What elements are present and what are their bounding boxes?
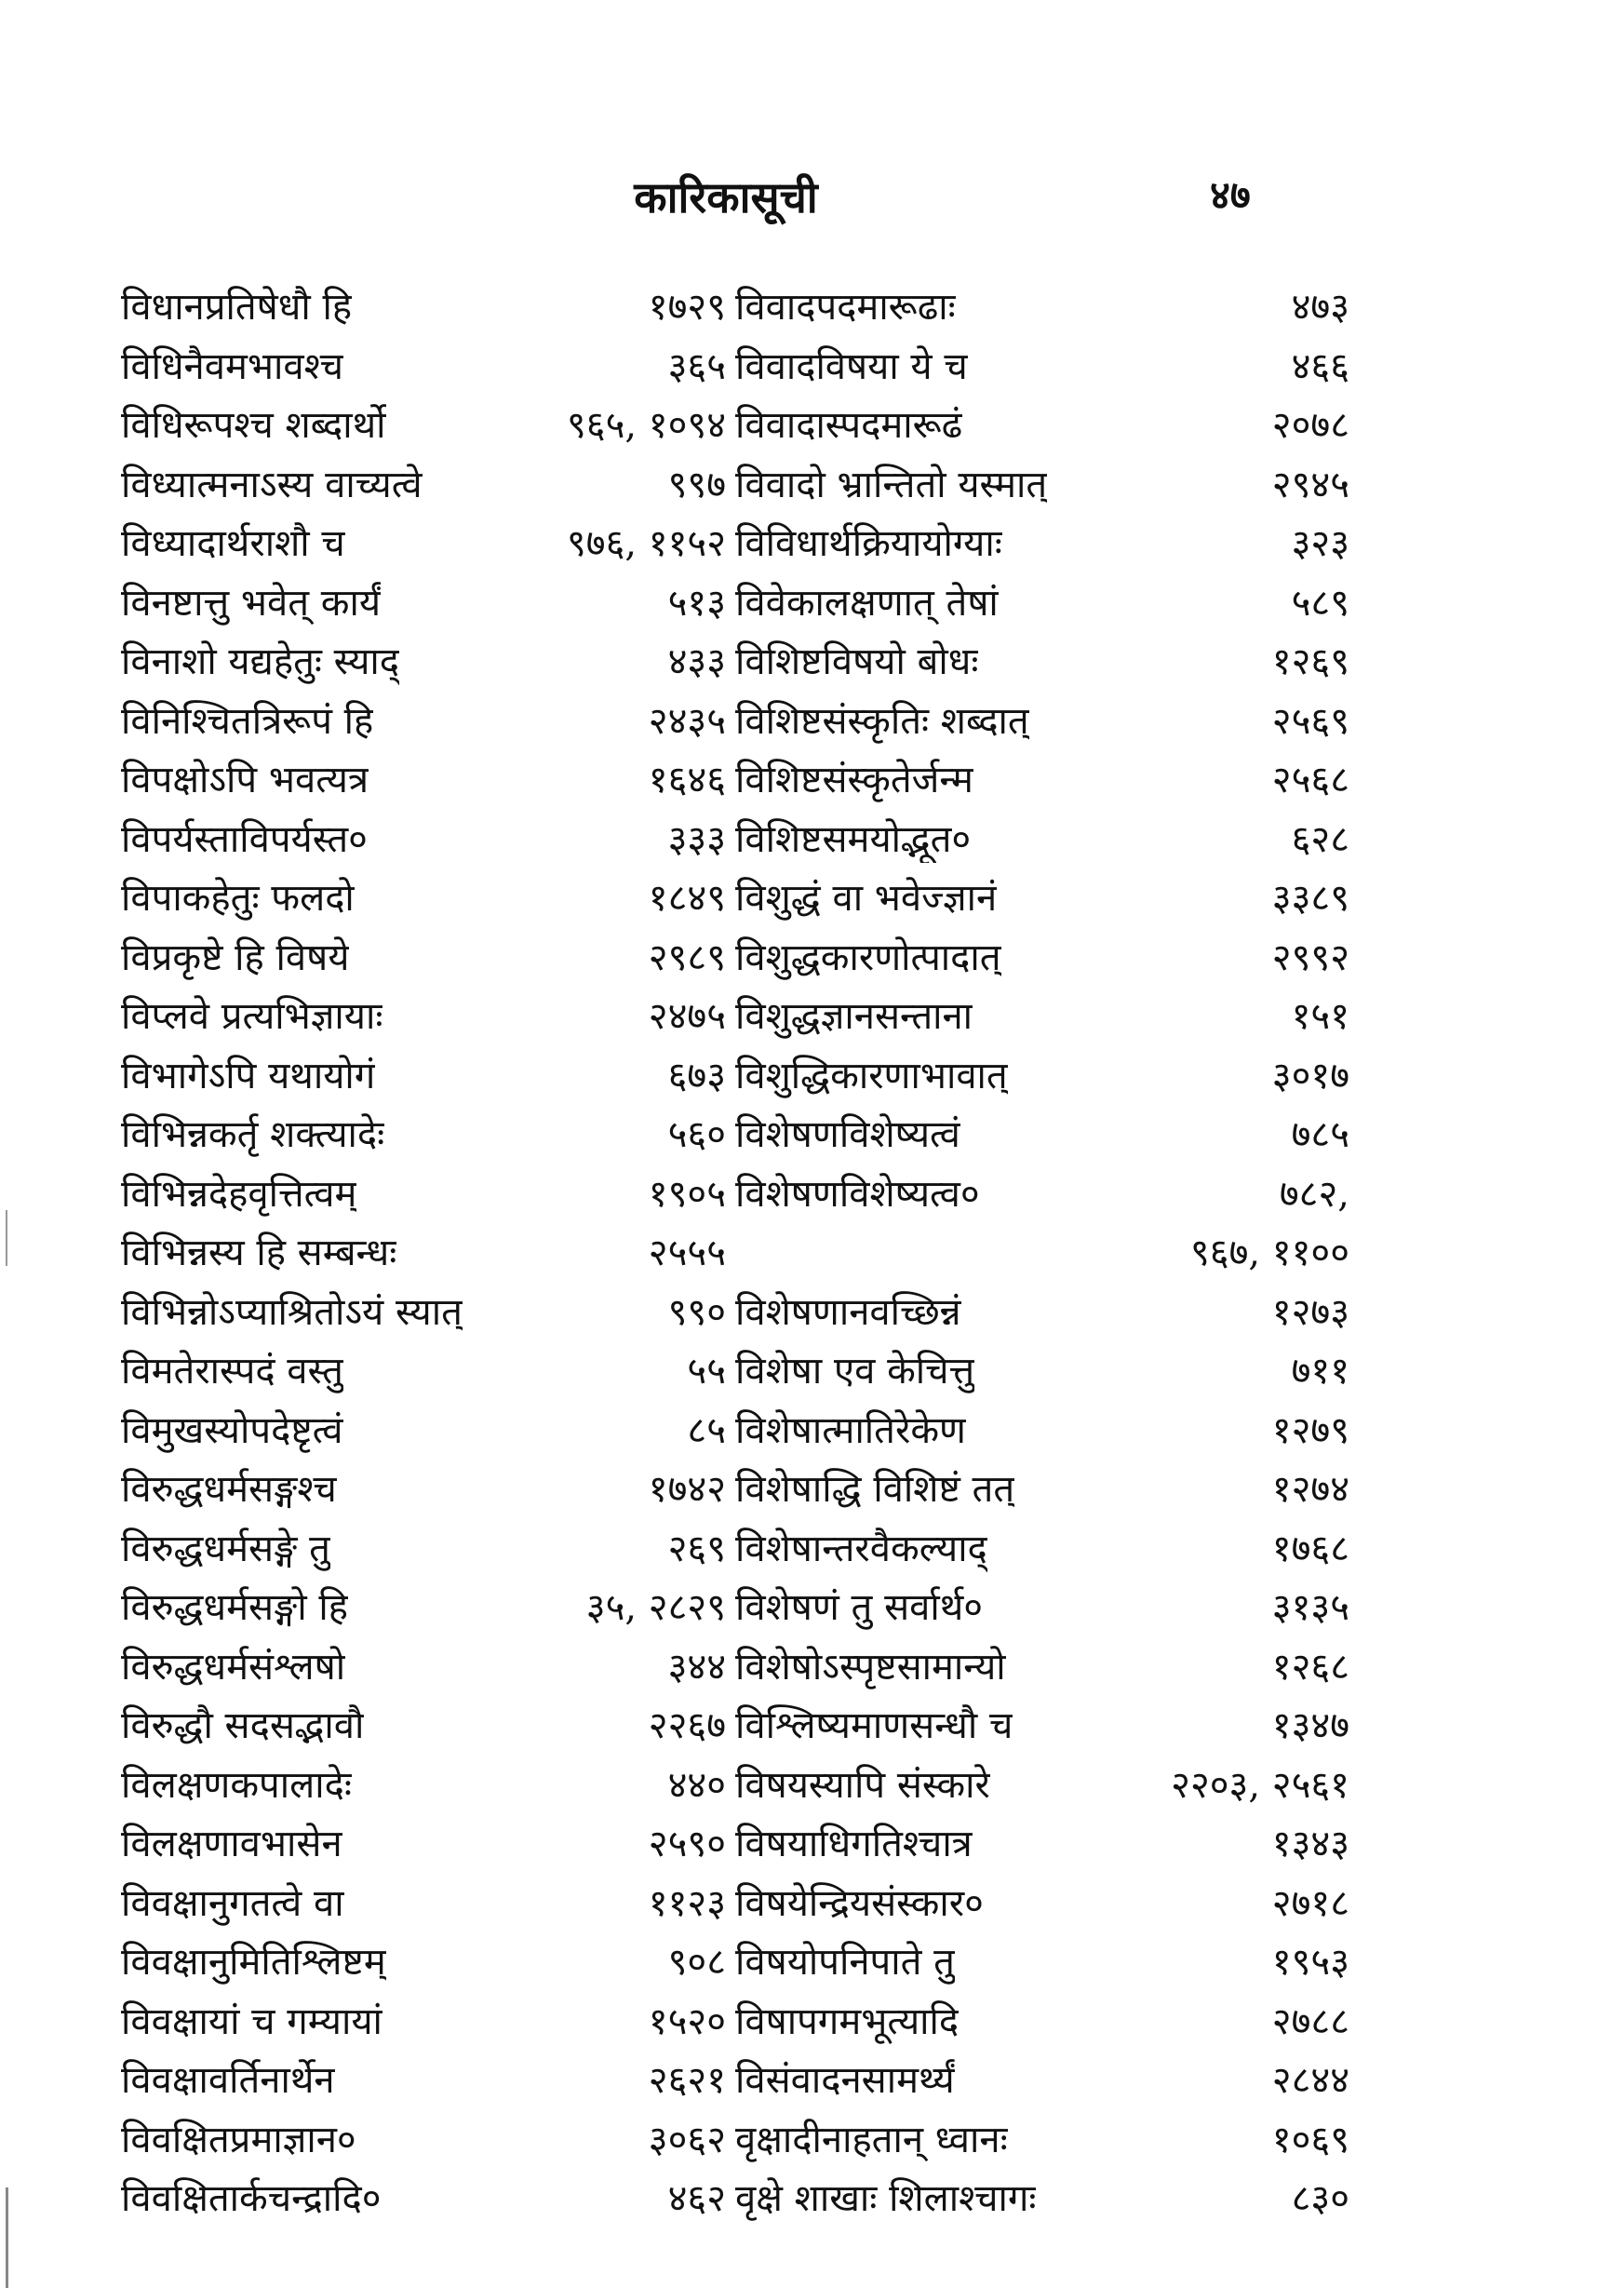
verse-text: विधिरूपश्च शब्दार्थो [121,404,386,447]
verse-text: विशेषाद्धि विशिष्टं तत् [735,1468,1015,1511]
index-entry [735,1461,1349,1521]
index-entry [735,1816,1349,1876]
index-entry [121,1048,726,1108]
verse-reference: ५१३ [667,581,726,625]
verse-text: विपक्षोऽपि भवत्यत्र [121,759,369,801]
verse-reference: ४३३ [667,640,726,683]
index-entry [121,279,726,339]
verse-text: विशेषान्तरवैकल्याद् [735,1527,987,1570]
verse-reference: २५६९ [1271,699,1349,743]
verse-text: विधिनैवमभावश्च [121,344,344,388]
verse-reference: १०६९ [1271,2118,1349,2161]
verse-text: विशुद्धज्ञानसन्ताना [735,995,973,1038]
index-entry [735,1285,1349,1344]
index-entry [735,279,1349,339]
index-entry [735,2112,1349,2172]
verse-reference: ९६५, १०९४ [566,404,726,447]
verse-text: विध्यादार्थराशौ च [121,522,345,565]
verse-reference: १९०५ [648,1172,726,1216]
verse-text: विशिष्टसंस्कृतेर्जन्म [735,759,973,801]
verse-reference: २५६८ [1271,759,1349,801]
verse-reference: ६७३ [667,1054,726,1097]
index-entry [121,812,726,871]
index-entry [735,1403,1349,1462]
verse-text: विरुद्धौ सदसद्भावौ [121,1704,365,1747]
index-entry [735,1994,1349,2053]
verse-text: विशेषणविशेष्यत्वं [735,1113,960,1156]
index-entry [735,1580,1349,1639]
verse-text: विषयेन्द्रियसंस्कार० [735,1881,984,1925]
index-entry [735,339,1349,398]
index-entry [121,634,726,693]
verse-text: विशेषात्मातिरेकेण [735,1408,966,1452]
index-entry [121,693,726,753]
index-entry [735,1639,1349,1699]
index-entry [735,2171,1349,2230]
index-entry [735,693,1349,753]
verse-reference: २८४४ [1271,2059,1349,2102]
verse-reference: ३४४ [667,1645,726,1689]
verse-reference: १५१ [1291,995,1349,1038]
verse-reference: ७८२, [1279,1172,1349,1216]
index-entry [735,1698,1349,1757]
index-entry [735,1166,1349,1226]
verse-reference: ५५ [687,1350,726,1393]
verse-reference: ७८५ [1291,1113,1349,1156]
index-entry [121,1461,726,1521]
verse-reference: १२६८ [1271,1645,1349,1689]
verse-reference: १२६९ [1271,640,1349,683]
verse-text: वृक्षादीनाहतान् ध्वानः [735,2118,1008,2161]
index-entry [121,1521,726,1581]
verse-text: विपाकहेतुः फलदो [121,877,355,920]
verse-text: विषयोपनिपाते तु [735,1941,955,1984]
verse-reference: २५९० [648,1823,726,1865]
verse-reference: ३०१७ [1271,1054,1349,1097]
index-entry [735,2052,1349,2112]
verse-text: विभिन्नोऽप्याश्रितोऽयं स्यात् [121,1290,463,1334]
index-entry [735,1225,1349,1285]
index-entry [735,1107,1349,1166]
index-entry [121,516,726,575]
verse-reference: ९७६, ११५२ [566,522,726,565]
verse-text: विवादविषया ये च [735,344,968,388]
verse-text: विशेषणविशेष्यत्व० [735,1172,980,1216]
verse-reference: ३०६२ [648,2118,726,2161]
verse-text: विध्यात्मनाऽस्य वाच्यत्वे [121,463,423,506]
verse-reference: १८४९ [648,877,726,920]
verse-reference: २२६७ [648,1704,726,1747]
index-entry [121,989,726,1048]
index-entry [121,1816,726,1876]
index-column-left [121,279,726,2230]
index-entry [735,1048,1349,1108]
verse-text: विभिन्नदेहवृत्तित्वम् [121,1172,357,1216]
index-entry [121,870,726,930]
verse-reference: ९६७, ११०० [1189,1231,1349,1274]
verse-reference: ३३८९ [1271,877,1349,920]
index-entry [735,812,1349,871]
verse-text: विरुद्धधर्मसङ्गो हि [121,1586,349,1629]
verse-reference: ४४० [667,1763,726,1807]
page-number: ४७ [1210,172,1251,218]
verse-reference: ९९० [667,1290,726,1334]
index-entry [735,575,1349,635]
verse-text: विरुद्धधर्मसङ्गश्च [121,1468,337,1511]
verse-text: विशुद्धिकारणाभावात् [735,1054,1008,1097]
verse-text: विवक्षानुमितिश्लिष्टम् [121,1941,386,1984]
verse-text: विशेषा एव केचित्तु [735,1350,975,1393]
verse-text: विषयाधिगतिश्चात्र [735,1823,973,1865]
index-entry [121,1639,726,1699]
verse-reference: २९८९ [648,935,726,979]
index-entry [121,339,726,398]
verse-text: विमतेरास्पदं वस्तु [121,1350,343,1393]
verse-text: विनिश्चितत्रिरूपं हि [121,699,374,743]
verse-reference: १२७३ [1271,1290,1349,1334]
verse-reference: ४७३ [1291,286,1349,329]
verse-reference: ६२८ [1291,817,1349,861]
verse-text: विशिष्टसमयोद्भूत० [735,817,972,861]
index-entry [121,752,726,812]
index-entry [735,989,1349,1048]
verse-text: विवेकालक्षणात् तेषां [735,581,999,625]
index-entry [735,1934,1349,1994]
verse-reference: ८३० [1291,2177,1349,2220]
index-entry [121,2052,726,2112]
verse-text: विलक्षणकपालादेः [121,1763,352,1807]
index-entry [121,2112,726,2172]
verse-text: विवक्षायां च गम्यायां [121,1999,383,2043]
verse-text: विवक्षावर्तिनार्थेन [121,2059,335,2102]
verse-reference: ५८९ [1291,581,1349,625]
page-title: कारिकासूची [634,172,818,222]
verse-text: विनाशो यद्यहेतुः स्याद् [121,640,400,683]
verse-reference: २६२१ [648,2059,726,2102]
verse-reference: २९४५ [1271,463,1349,506]
verse-text: विषापगमभूत्यादि [735,1999,960,2043]
verse-reference: २५५५ [648,1231,726,1274]
index-entry [121,457,726,517]
index-entry [735,516,1349,575]
verse-text: विरुद्धधर्मसंश्लषो [121,1645,346,1689]
verse-text: विवादास्पदमारूढं [735,404,963,447]
index-entry [735,752,1349,812]
index-entry [121,1876,726,1935]
verse-text: विशुद्धकारणोत्पादात् [735,935,1001,979]
verse-reference: १७६८ [1271,1527,1349,1570]
verse-text: विशेषणानवच्छिन्नं [735,1290,961,1334]
index-entry [121,1166,726,1226]
index-entry [735,634,1349,693]
verse-reference: ८५ [687,1408,726,1452]
verse-reference: ३५, २८२९ [585,1586,726,1629]
verse-reference: ९०८ [667,1941,726,1984]
verse-reference: १३४३ [1271,1823,1349,1865]
index-entry [121,1107,726,1166]
verse-reference: १२७९ [1271,1408,1349,1452]
verse-text: विशेषणं तु सर्वार्थ० [735,1586,984,1629]
verse-reference: १३४७ [1271,1704,1349,1747]
verse-reference: १७४२ [648,1468,726,1511]
verse-reference: २७१८ [1271,1881,1349,1925]
scan-margin-mark [6,1210,7,1266]
verse-text: विप्लवे प्रत्यभिज्ञायाः [121,995,383,1038]
verse-reference: १५२० [648,1999,726,2043]
index-entry [735,1876,1349,1935]
verse-reference: २२०३, २५६१ [1171,1763,1349,1807]
verse-text: विशुद्धं वा भवेज्ज्ञानं [735,877,998,920]
index-entry [121,397,726,457]
verse-reference: ४६६ [1291,344,1349,388]
index-entry [735,1343,1349,1403]
verse-text: विरुद्धधर्मसङ्गे तु [121,1527,330,1570]
index-entry [121,1934,726,1994]
verse-text: विभागेऽपि यथायोगं [121,1054,376,1097]
verse-reference: ९९७ [667,463,726,506]
verse-text: विवक्षानुगतत्वे वा [121,1881,344,1925]
verse-text: विशिष्टसंस्कृतिः शब्दात् [735,699,1029,743]
scan-margin-mark [6,2187,8,2288]
verse-reference: २०७८ [1271,404,1349,447]
verse-reference: ३१३५ [1271,1586,1349,1629]
verse-text: विप्रकृष्टे हि विषये [121,935,350,979]
index-entry [121,575,726,635]
index-column-right [735,279,1349,2230]
index-entry [121,1698,726,1757]
index-entry [735,457,1349,517]
index-entry [121,2171,726,2230]
verse-text: विवक्षितार्कचन्द्रादि० [121,2177,382,2220]
verse-text: विश्लिष्यमाणसन्धौ च [735,1704,1013,1747]
index-entry [735,1757,1349,1817]
verse-text: विपर्यस्ताविपर्यस्त० [121,817,368,861]
verse-text: विधानप्रतिषेधौ हि [121,286,353,329]
verse-text: विसंवादनसामर्थ्यं [735,2059,955,2102]
verse-text: विशिष्टविषयो बोधः [735,640,979,683]
verse-text: विवादो भ्रान्तितो यस्मात् [735,463,1048,506]
index-entry [735,1521,1349,1581]
index-entry [735,397,1349,457]
verse-reference: २७८८ [1271,1999,1349,2043]
verse-text: विशेषोऽस्पृष्टसामान्यो [735,1645,1006,1689]
index-entry [121,1285,726,1344]
verse-text: विविधार्थक्रियायोग्याः [735,522,1002,565]
verse-text: विमुखस्योपदेष्टृत्वं [121,1408,343,1452]
index-entry [121,1225,726,1285]
index-entry [121,930,726,989]
verse-reference: २४७५ [648,995,726,1038]
verse-reference: १९५३ [1271,1941,1349,1984]
verse-reference: ११२३ [648,1881,726,1925]
verse-reference: ७११ [1291,1350,1349,1393]
index-entry [735,870,1349,930]
verse-reference: १२७४ [1271,1468,1349,1511]
verse-text: विनष्टात्तु भवेत् कार्यं [121,581,382,625]
index-entry [121,1757,726,1817]
verse-reference: २६९ [667,1527,726,1570]
verse-reference: १७२९ [648,286,726,329]
verse-text: विषयस्यापि संस्कारे [735,1763,990,1807]
index-entry [121,1403,726,1462]
verse-reference: ३३३ [667,817,726,861]
verse-reference: २४३५ [648,699,726,743]
verse-reference: ३६५ [667,344,726,388]
verse-text: वृक्षे शाखाः शिलाश्चागः [735,2177,1037,2220]
index-entry [735,930,1349,989]
index-entry [121,1343,726,1403]
index-entry [121,1580,726,1639]
verse-reference: ३२३ [1291,522,1349,565]
verse-text: विभिन्नस्य हि सम्बन्धः [121,1231,397,1274]
verse-reference: ५६० [667,1113,726,1156]
verse-text: विवादपदमारूढाः [735,286,956,329]
verse-text: विवक्षितप्रमाज्ञान० [121,2118,356,2161]
index-entry [121,1994,726,2053]
verse-text: विलक्षणावभासेन [121,1823,342,1865]
verse-reference: २९९२ [1271,935,1349,979]
verse-text: विभिन्नकर्तृ शक्त्यादेः [121,1113,385,1156]
verse-reference: ४६२ [667,2177,726,2220]
verse-reference: १६४६ [648,759,726,801]
